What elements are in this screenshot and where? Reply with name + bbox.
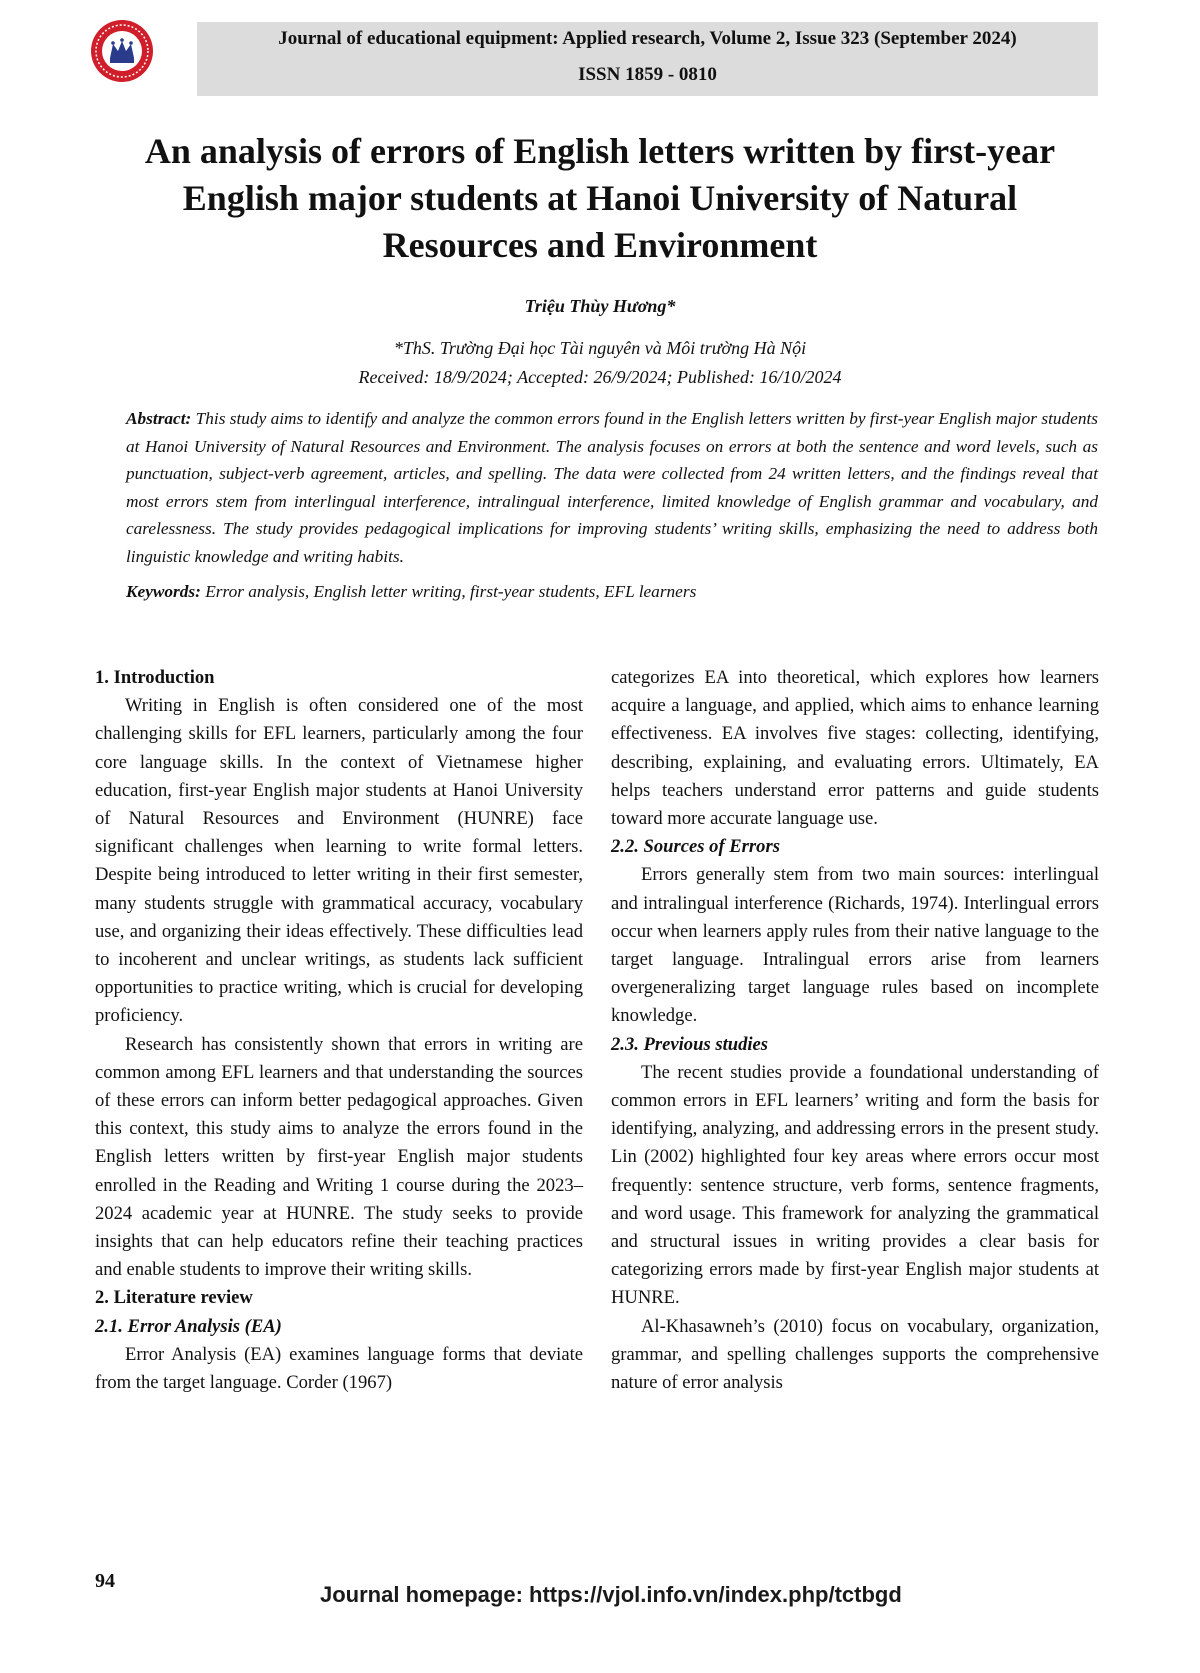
abstract-text: This study aims to identify and analyze the common errors found in the English letters written by first-year English major students at Hanoi University of Natural Resources and Environment. The analysis focuses on errors at both the sentence and word levels, such as punctuation, subject-verb agreement, articles, and spelling. The data were collected from 24 written letters, and the findings reveal that most errors stem from interlingual interference, intralingual interference, limited knowledge of English grammar and vocabulary, and carelessness. The study provides pedagogical implications for improving students’ writing skills, emphasizing the need to address both linguistic knowledge and writing habits. [126,409,1098,566]
subsection-heading-previous-studies: 2.3. Previous studies [611,1033,769,1055]
error-analysis-paragraph: Error Analysis (EA) examines language forms that deviate from the target language. Corder (1967) [95,1343,583,1394]
journal-citation: Journal of educational equipment: Applied research, Volume 2, Issue 323 (September 2024) [278,28,1017,49]
keywords-text: Error analysis, English letter writing, first-year students, EFL learners [205,581,697,601]
page-number: 94 [95,1570,115,1592]
error-analysis-paragraph-continued: categorizes EA into theoretical, which explores how learners acquire a language, and applied, which aims to enhance learning effectiveness. EA involves five stages: collecting, identifying, describing, explaining, and evaluating errors. Ultimately, EA helps teachers understand error patterns and guide students toward more accurate language use. [611,667,1099,830]
journal-seal-icon [89,18,155,84]
author-name: Triệu Thùy Hương* [524,296,676,316]
keywords-paragraph [126,578,1098,606]
previous-studies-paragraph-1: The recent studies provide a foundational understanding of common errors in EFL learners’ writing and form the basis for identifying, analyzing, and addressing errors in the present study. Lin (2002) highlighted four key areas where errors occur most frequently: sentence structure, verb forms, sentence fragments, and word usage. This framework for analyzing the grammatical and structural issues in writing provides a clear basis for categorizing errors made by first-year English major students at HUNRE. [611,1061,1099,1309]
abstract-block [126,405,1098,605]
right-column [611,664,1099,1397]
title-line-2: English major students at Hanoi University of Natural [182,178,1018,218]
title-line-3: Resources and Environment [382,225,818,265]
abstract-label: Abstract: [126,409,192,428]
keywords-label: Keywords: [126,581,201,601]
journal-homepage-link[interactable]: Journal homepage: https://vjol.info.vn/index.php/tctbgd [320,1582,902,1607]
section-heading-introduction: 1. Introduction [95,667,215,688]
author-affiliation-block [0,334,1200,392]
affiliation: *ThS. Trường Đại học Tài nguyên và Môi trường Hà Nội [393,338,807,358]
subsection-heading-error-analysis: 2.1. Error Analysis (EA) [95,1315,282,1337]
abstract-paragraph [126,405,1098,571]
intro-paragraph-2: Research has consistently shown that errors in writing are common among EFL learners and that understanding the sources of these errors can inform better pedagogical approaches. Given this context, this study aims to analyze the errors found in the English letters written by first-year English major students enrolled in the Reading and Writing 1 course during the 2023–2024 academic year at HUNRE. The study seeks to provide insights that can help educators refine their teaching practices and enable students to improve their writing skills. [95,1033,583,1281]
subsection-heading-sources-of-errors: 2.2. Sources of Errors [611,836,780,858]
title-line-1: An analysis of errors of English letters written by first-year [144,131,1056,171]
intro-paragraph-1: Writing in English is often considered one of the most challenging skills for EFL learners, particularly among the four core language skills. In the context of Vietnamese higher education, first-year English major students at Hanoi University of Natural Resources and Environment (HUNRE) face significant challenges when learning to write formal letters. Despite being introduced to letter writing in their first semester, many students struggle with grammatical accuracy, vocabulary use, and organizing their ideas effectively. These difficulties lead to incoherent and unclear writings, as students lack sufficient opportunities to practice writing, which is crucial for developing proficiency. [95,695,583,1027]
publication-dates: Received: 18/9/2024; Accepted: 26/9/2024; Published: 16/10/2024 [358,367,842,387]
sources-paragraph: Errors generally stem from two main sources: interlingual and intralingual interference (Richards, 1974). Interlingual errors occur when learners apply rules from their native language to the target language. Intralingual errors arise from learners overgeneralizing target language rules based on incomplete knowledge. [611,864,1099,1027]
issn: ISSN 1859 - 0810 [578,64,717,85]
journal-header-band [197,22,1098,96]
section-heading-literature-review: 2. Literature review [95,1287,253,1309]
article-title [80,128,1120,269]
previous-studies-paragraph-2: Al-Khasawneh’s (2010) focus on vocabulary, organization, grammar, and spelling challenges supports the comprehensive nature of error analysis [611,1315,1099,1394]
left-column [95,664,583,1397]
